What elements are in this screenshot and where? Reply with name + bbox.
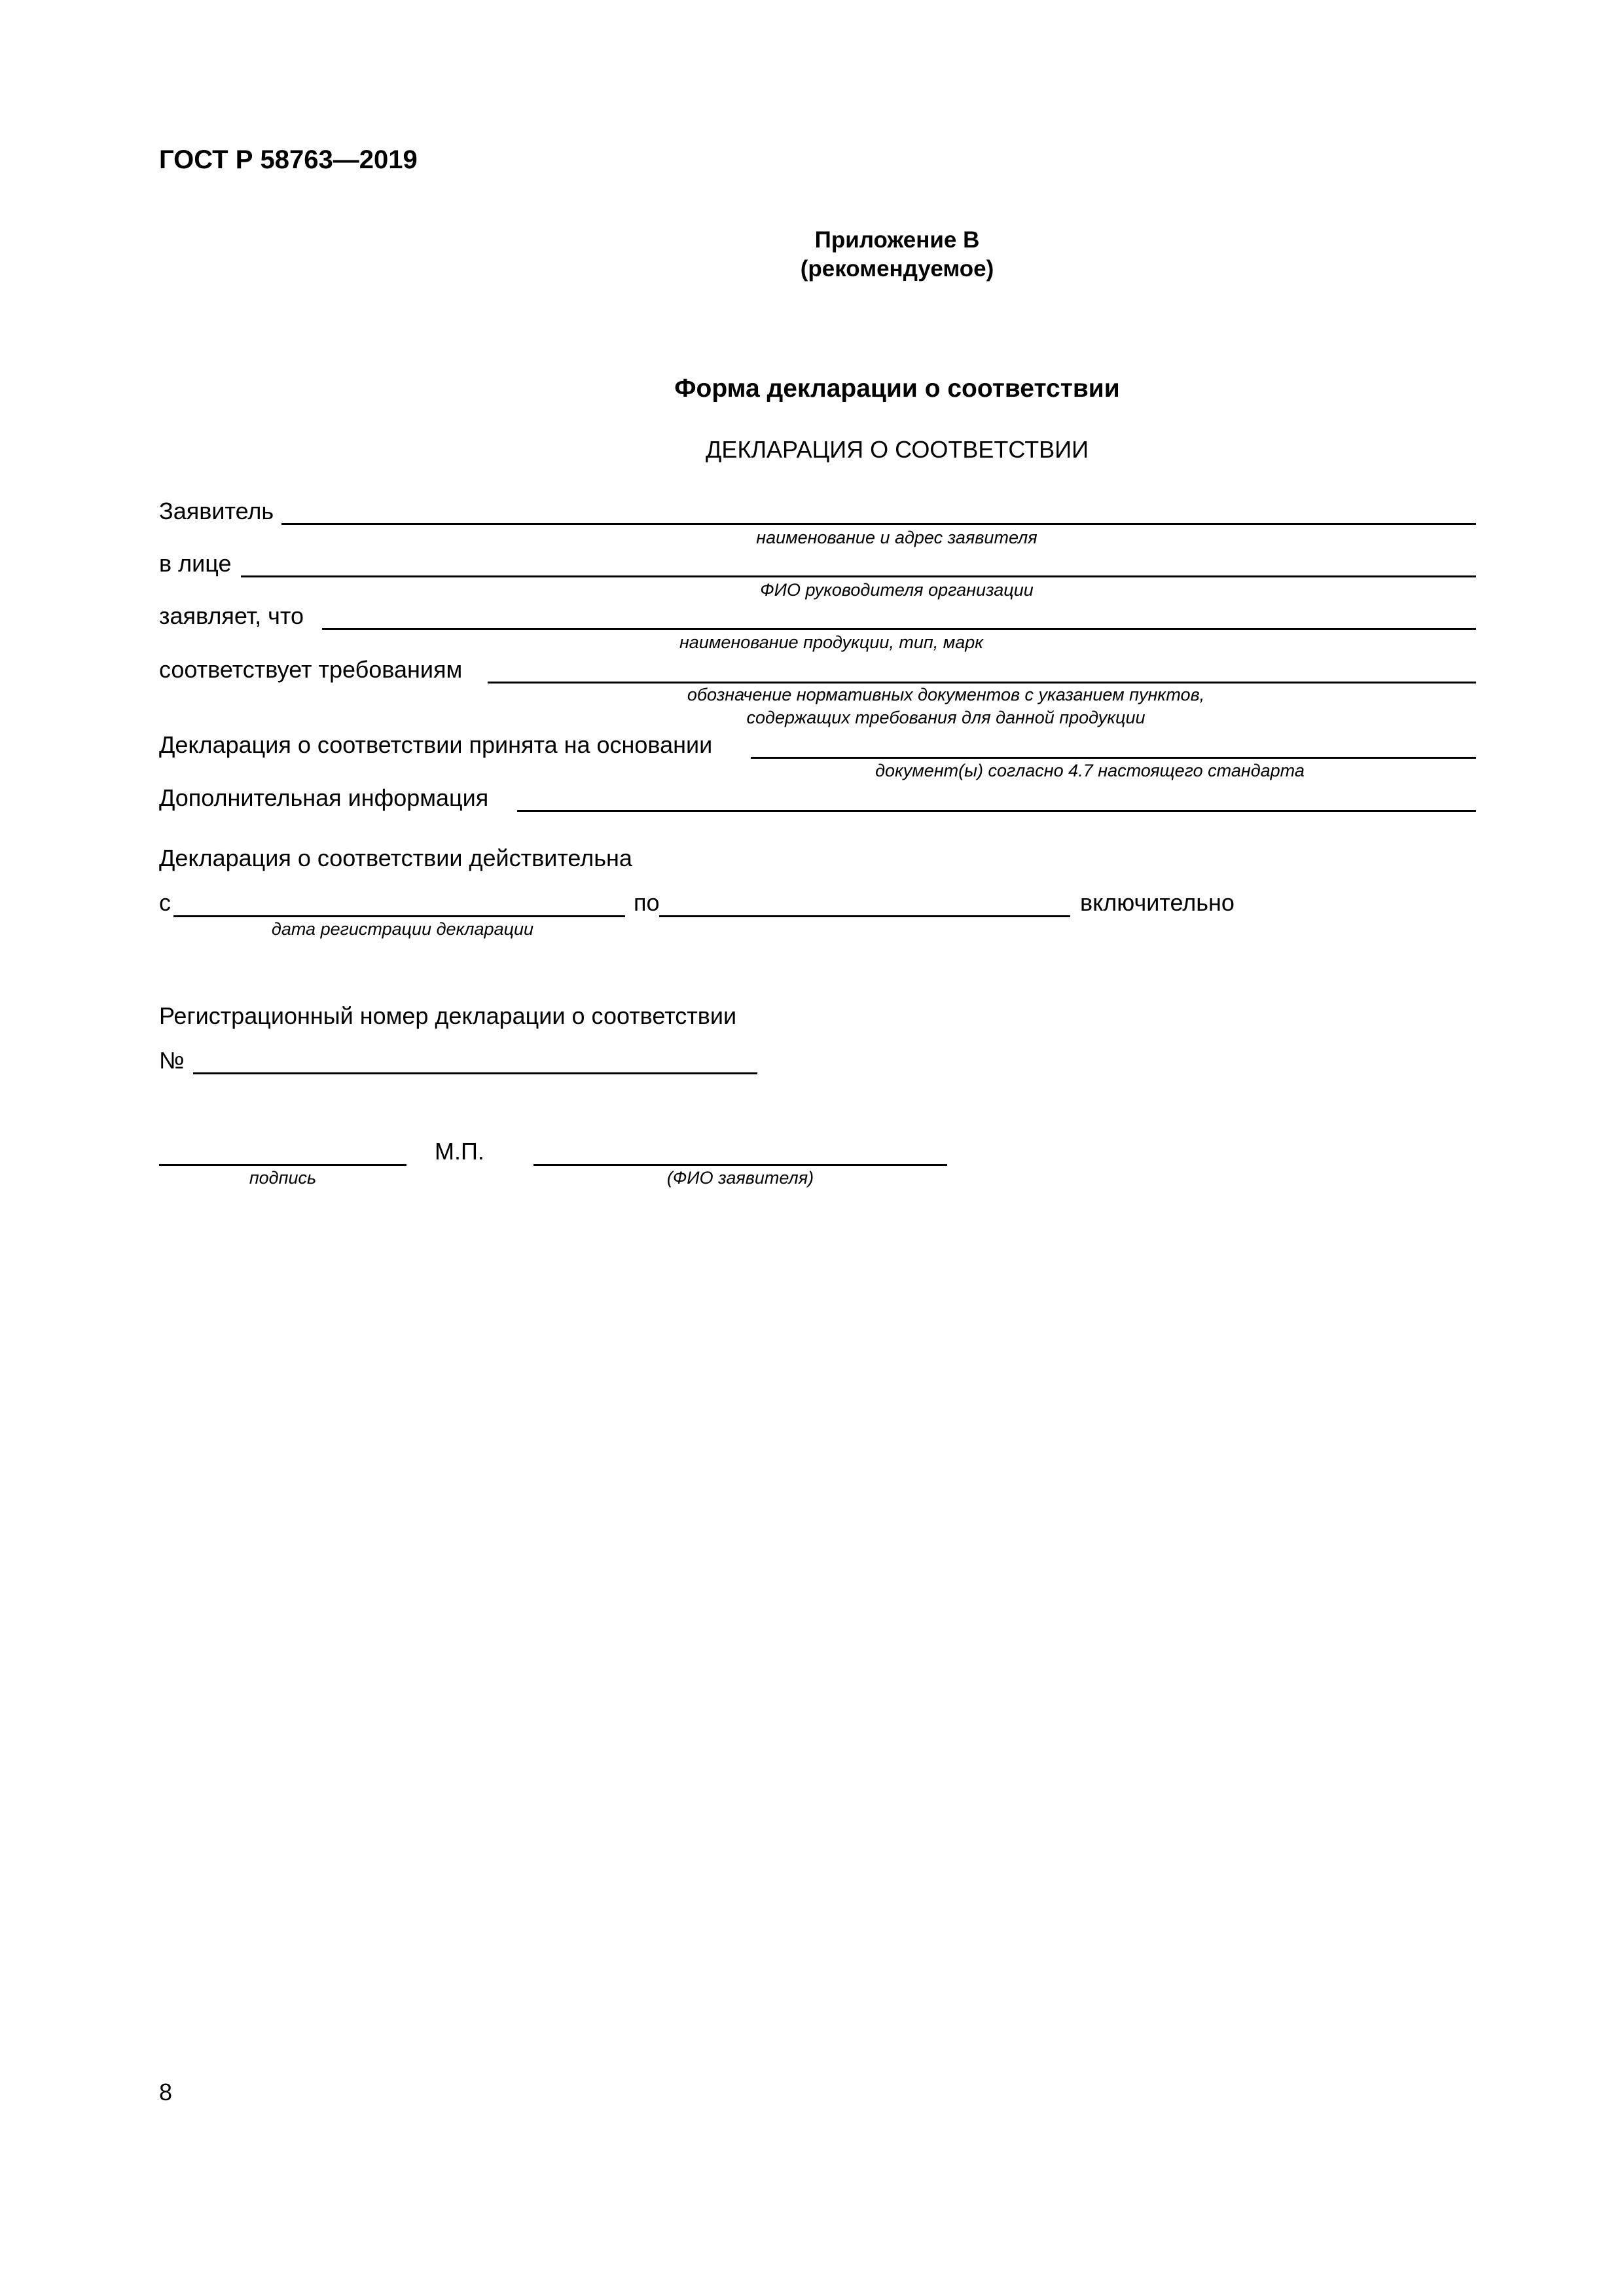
- represented-by-field[interactable]: [241, 575, 1476, 577]
- validity-to-label: по: [634, 889, 660, 916]
- validity-hint: дата регистрации декларации: [271, 919, 534, 939]
- applicant-name-field[interactable]: [533, 1164, 947, 1166]
- registration-number-label: №: [159, 1047, 185, 1074]
- seal-label: М.П.: [435, 1138, 484, 1165]
- complies-field[interactable]: [488, 682, 1476, 683]
- standard-code: ГОСТ Р 58763—2019: [159, 145, 418, 174]
- declares-label: заявляет, что: [159, 602, 304, 629]
- applicant-label: Заявитель: [159, 498, 274, 524]
- complies-hint-line1: обозначение нормативных документов с указанием пунктов,: [687, 685, 1205, 704]
- basis-label: Декларация о соответствии принята на основании: [159, 731, 713, 758]
- declares-field[interactable]: [322, 628, 1476, 630]
- declaration-title: ДЕКЛАРАЦИЯ О СООТВЕТСТВИИ: [706, 436, 1089, 463]
- basis-hint: документ(ы) согласно 4.7 настоящего стандарта: [875, 761, 1305, 780]
- applicant-hint: наименование и адрес заявителя: [756, 528, 1038, 547]
- form-title: Форма декларации о соответствии: [674, 374, 1120, 403]
- applicant-field[interactable]: [281, 523, 1476, 525]
- validity-from-label: с: [159, 889, 171, 916]
- registration-number-field[interactable]: [193, 1072, 757, 1074]
- signature-hint: подпись: [249, 1168, 317, 1188]
- represented-by-label: в лице: [159, 550, 232, 577]
- additional-info-field[interactable]: [517, 810, 1476, 812]
- complies-label: соответствует требованиям: [159, 656, 463, 683]
- validity-from-field[interactable]: [173, 915, 625, 917]
- registration-heading: Регистрационный номер декларации о соответствии: [159, 1002, 737, 1029]
- validity-to-field[interactable]: [659, 915, 1070, 917]
- additional-info-label: Дополнительная информация: [159, 784, 489, 811]
- appendix-title: Приложение В: [814, 227, 980, 253]
- signature-field[interactable]: [159, 1164, 406, 1166]
- basis-field[interactable]: [751, 757, 1476, 759]
- represented-by-hint: ФИО руководителя организации: [760, 580, 1034, 600]
- validity-inclusive-label: включительно: [1080, 889, 1235, 916]
- appendix-status: (рекомендуемое): [800, 256, 994, 282]
- declares-hint: наименование продукции, тип, марк: [679, 632, 984, 652]
- complies-hint-line2: содержащих требования для данной продукции: [746, 708, 1146, 727]
- page-number: 8: [159, 2079, 173, 2105]
- applicant-name-hint: (ФИО заявителя): [666, 1168, 814, 1188]
- validity-heading: Декларация о соответствии действительна: [159, 845, 632, 871]
